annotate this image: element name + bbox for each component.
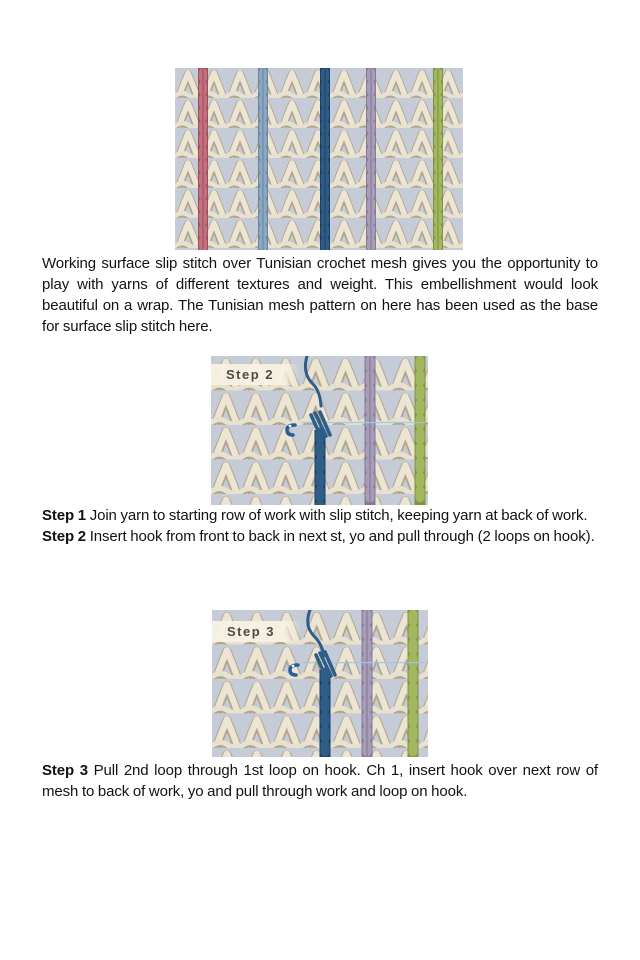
- intro-paragraph: Working surface slip stitch over Tunisian crochet mesh gives you the opportunity to play with yarns of different textures and weight. This embellishment would look beautiful on a wrap. The Tunisian mesh pattern on here has been used as the base for surface slip stitch here.: [42, 255, 598, 335]
- step-2-banner: [211, 364, 299, 385]
- instruction-step-3: [42, 760, 598, 802]
- step-1-label: Step 1: [42, 507, 87, 524]
- instructions-block-1-2: [42, 505, 598, 547]
- step-2-label: Step 2: [42, 528, 87, 545]
- step-3-banner-label: Step 3: [226, 624, 275, 639]
- step-3-banner: [212, 621, 300, 642]
- step-2-text: Insert hook from front to back in next st, yo and pull through (2 loops on hook).: [89, 528, 595, 545]
- instructions-block-3: [42, 760, 598, 802]
- photo-step-2: [211, 356, 428, 505]
- step-2-banner-label: Step 2: [225, 367, 274, 382]
- hook-glint: [289, 425, 292, 428]
- hook-glint: [292, 665, 295, 668]
- intro-text-block: [42, 253, 598, 337]
- step-3-label: Step 3: [42, 762, 88, 779]
- photo-step-3: [212, 610, 428, 757]
- photo-tunisian-mesh-overview: [175, 68, 463, 250]
- instruction-step-2: [42, 526, 598, 547]
- step-3-text: Pull 2nd loop through 1st loop on hook. Ch 1, insert hook over next row of mesh to back of work, yo and pull through work and loop on hook.: [42, 762, 599, 800]
- instruction-step-1: [42, 505, 598, 526]
- crochet-mesh-graphic: [175, 68, 463, 250]
- step-1-text: Join yarn to starting row of work with slip stitch, keeping yarn at back of work.: [89, 507, 588, 524]
